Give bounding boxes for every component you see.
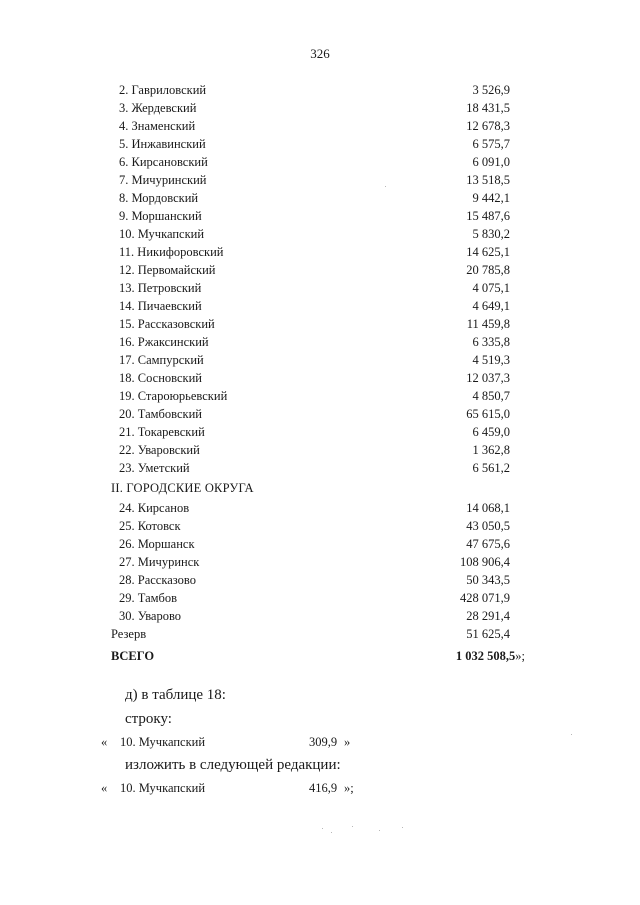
total-row [0, 648, 640, 664]
new-row-line [0, 780, 640, 796]
amount-value: 11 459,8 [466, 317, 510, 331]
table-row [0, 226, 640, 242]
table-row [0, 424, 640, 440]
city-name: 27. Мичуринск [119, 555, 200, 569]
district-name: 12. Первомайский [119, 263, 216, 277]
district-name: 13. Петровский [119, 281, 202, 295]
new-row-name: 10. Мучкапский [120, 781, 206, 795]
table-row [0, 352, 640, 368]
table-row [0, 82, 640, 98]
amount-value: 28 291,4 [466, 609, 510, 623]
district-name: 7. Мичуринский [119, 173, 207, 187]
amount-value: 6 561,2 [472, 461, 510, 475]
table-row [0, 590, 640, 606]
district-name: 5. Инжавинский [119, 137, 206, 151]
district-name: 17. Сампурский [119, 353, 204, 367]
amount-value: 15 487,6 [466, 209, 510, 223]
amount-value: 428 071,9 [460, 591, 510, 605]
table-row [0, 190, 640, 206]
district-name: 19. Староюрьевский [119, 389, 228, 403]
section-heading: II. ГОРОДСКИЕ ОКРУГА [111, 481, 254, 495]
district-name: 3. Жердевский [119, 101, 197, 115]
district-name: 2. Гавриловский [119, 83, 207, 97]
new-row-value: 416,9 [309, 781, 338, 795]
district-name: 21. Токаревский [119, 425, 205, 439]
table-row [0, 536, 640, 552]
amount-value: 65 615,0 [466, 407, 510, 421]
old-row-value: 309,9 [309, 735, 338, 749]
total-value-wrap [456, 648, 525, 664]
scan-speck [385, 186, 386, 187]
table-row [0, 172, 640, 188]
district-name: 9. Моршанский [119, 209, 202, 223]
table-row [0, 316, 640, 332]
total-label: ВСЕГО [111, 649, 155, 663]
district-name: 11. Никифоровский [119, 245, 224, 259]
amount-value: 14 068,1 [466, 501, 510, 515]
table-row [0, 500, 640, 516]
table-row [0, 460, 640, 476]
amount-value: 108 906,4 [460, 555, 510, 569]
city-name: 29. Тамбов [119, 591, 178, 605]
table-row [0, 208, 640, 224]
table-row [0, 298, 640, 314]
amendment-line-label: строку: [125, 711, 172, 727]
table-row [0, 572, 640, 588]
city-name: 26. Моршанск [119, 537, 195, 551]
city-name: 28. Рассказово [119, 573, 196, 587]
amount-value: 13 518,5 [466, 173, 510, 187]
table-row [0, 100, 640, 116]
amount-value: 5 830,2 [472, 227, 510, 241]
district-name: 15. Рассказовский [119, 317, 215, 331]
open-quote: « [101, 735, 108, 749]
table-row [0, 280, 640, 296]
amount-value: 12 037,3 [466, 371, 510, 385]
table-row [0, 370, 640, 386]
district-name: 10. Мучкапский [119, 227, 205, 241]
old-row-name: 10. Мучкапский [120, 735, 206, 749]
table-row [0, 262, 640, 278]
scan-speck [402, 827, 403, 828]
amount-value: 50 343,5 [466, 573, 510, 587]
table-row [0, 388, 640, 404]
amount-value: 51 625,4 [466, 627, 510, 641]
reserve-row [0, 626, 640, 642]
table-row [0, 154, 640, 170]
table-row [0, 406, 640, 422]
scan-speck [352, 826, 353, 827]
district-name: 16. Ржаксинский [119, 335, 209, 349]
amount-value: 6 459,0 [472, 425, 510, 439]
close-quote: » [344, 735, 351, 749]
amount-value: 4 649,1 [472, 299, 510, 313]
page-number: 326 [310, 46, 330, 61]
table-row [0, 554, 640, 570]
section-heading-row [0, 480, 640, 496]
district-name: 14. Пичаевский [119, 299, 202, 313]
city-name: 24. Кирсанов [119, 501, 190, 515]
amount-value: 4 075,1 [472, 281, 510, 295]
table-row [0, 136, 640, 152]
district-name: 20. Тамбовский [119, 407, 202, 421]
district-name: 4. Знаменский [119, 119, 196, 133]
table-row [0, 118, 640, 134]
amount-value: 4 519,3 [472, 353, 510, 367]
table-row [0, 608, 640, 624]
amount-value: 9 442,1 [472, 191, 510, 205]
open-quote: « [101, 781, 108, 795]
amount-value: 47 675,6 [466, 537, 510, 551]
district-name: 18. Сосновский [119, 371, 202, 385]
district-name: 22. Уваровский [119, 443, 200, 457]
table-row [0, 334, 640, 350]
amount-value: 18 431,5 [466, 101, 510, 115]
table-row [0, 442, 640, 458]
table-row [0, 518, 640, 534]
district-name: 6. Кирсановский [119, 155, 208, 169]
district-name: 23. Уметский [119, 461, 190, 475]
total-value: 1 032 508,5 [455, 649, 516, 663]
amount-value: 4 850,7 [472, 389, 510, 403]
reserve-label: Резерв [111, 627, 147, 641]
amount-value: 6 335,8 [472, 335, 510, 349]
district-name: 8. Мордовский [119, 191, 199, 205]
scan-speck [331, 832, 332, 833]
amount-value: 43 050,5 [466, 519, 510, 533]
amount-value: 6 575,7 [472, 137, 510, 151]
amount-value: 12 678,3 [466, 119, 510, 133]
scan-speck [379, 830, 380, 831]
scan-speck [571, 734, 572, 735]
table-row [0, 244, 640, 260]
city-name: 30. Уварово [119, 609, 182, 623]
amount-value: 1 362,8 [472, 443, 510, 457]
amendment-intro: д) в таблице 18: [125, 687, 226, 703]
close-quote: »; [344, 781, 354, 795]
amount-value: 20 785,8 [466, 263, 510, 277]
scan-speck [322, 828, 323, 829]
old-row-line [0, 734, 640, 750]
city-name: 25. Котовск [119, 519, 181, 533]
amendment-instruction: изложить в следующей редакции: [125, 757, 341, 773]
amount-value: 14 625,1 [466, 245, 510, 259]
amount-value: 6 091,0 [472, 155, 510, 169]
amount-value: 3 526,9 [472, 83, 510, 97]
total-closing-quote: »; [515, 649, 525, 663]
